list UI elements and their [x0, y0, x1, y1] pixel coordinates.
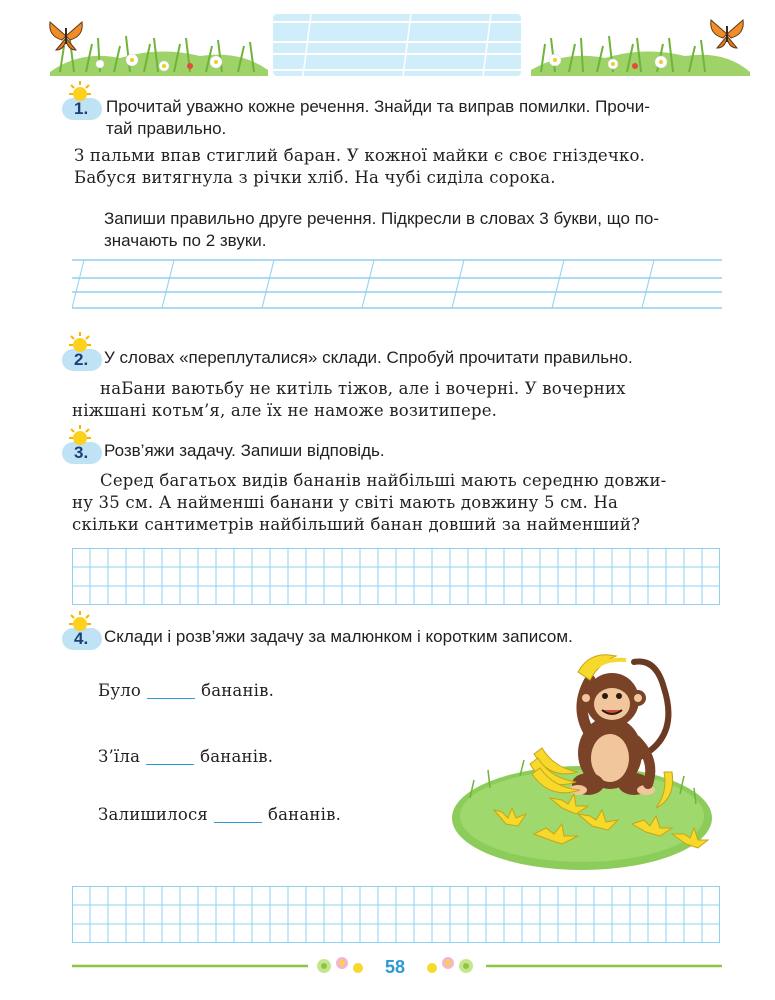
- task-1-writing-lines: [72, 256, 722, 312]
- task-4-number-badge: [60, 624, 100, 650]
- task-3-answer-grid[interactable]: [72, 548, 720, 605]
- task-number: 4.: [74, 629, 89, 648]
- short-record-line-2: З’їла бананів.: [98, 747, 274, 766]
- answer-blank[interactable]: [146, 746, 194, 765]
- task-2-text: наБани ваютьбу не китіль тіжов, але і вочерні. У вочерних ніжшані котьм’я, але їх не наможе возитипере.: [72, 379, 626, 420]
- header-grass-left: [40, 10, 275, 76]
- task-3-text: Серед багатьох видів бананів найбільші мають середню довжи- ну 35 см. А найменші банани у світі мають довжину 5 см. На скільки сантиметрів найбільший банан довший за найменший?: [72, 471, 667, 534]
- task-1-subtask: Запиши правильно друге речення. Підкресли в словах 3 букви, що по- значають по 2 звуки.: [104, 209, 660, 250]
- monkey-bananas-illustration: [450, 648, 715, 873]
- answer-blank[interactable]: [147, 680, 195, 699]
- task-number: 3.: [74, 443, 89, 462]
- task-4-answer-grid[interactable]: [72, 886, 720, 943]
- task-4-instruction: Склади і розв’яжи задачу за малюнком і коротким записом.: [104, 627, 573, 646]
- task-number: 1.: [74, 99, 89, 118]
- header-grass-right: [525, 10, 760, 76]
- task-1-number-badge: [60, 94, 100, 120]
- task-number: 2.: [74, 350, 89, 369]
- task-3-instruction: Розв’яжи задачу. Запиши відповідь.: [104, 441, 385, 460]
- task-1-instruction: Прочитай уважно кожне речення. Знайди та виправ помилки. Прочи- тай правильно.: [106, 97, 650, 138]
- answer-blank[interactable]: [214, 804, 262, 823]
- short-record-line-1: Було бананів.: [98, 681, 275, 700]
- task-2-instruction: У словах «переплуталися» склади. Спробуй прочитати правильно.: [104, 348, 633, 367]
- task-2-number-badge: [60, 345, 100, 371]
- short-record-line-3: Залишилося бананів.: [98, 805, 342, 824]
- task-1-text: З пальми впав стиглий баран. У кожної майки є своє гніздечко. Бабуся витягнула з річки хліб. На чубі сиділа сорока.: [74, 146, 646, 187]
- header-lined-strip: [273, 14, 521, 76]
- page-number: 58: [385, 957, 406, 977]
- task-3-number-badge: [60, 438, 100, 464]
